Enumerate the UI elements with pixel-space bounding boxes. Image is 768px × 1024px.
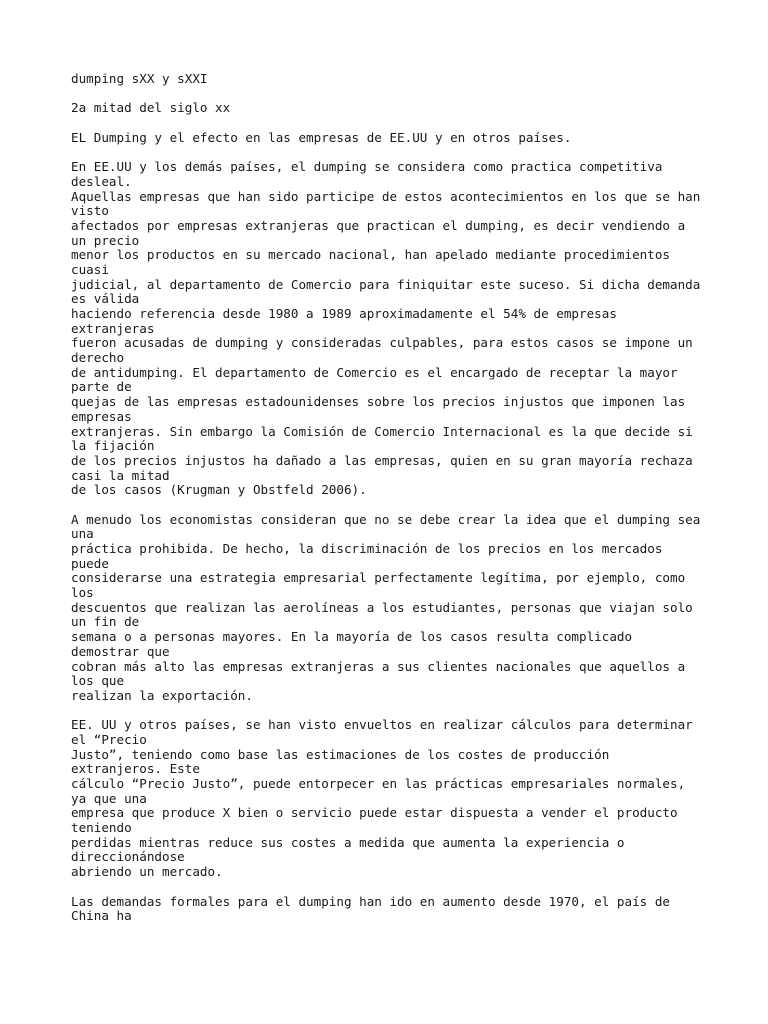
- text-line: Las demandas formales para el dumping han ido en aumento desde 1970, el país de: [71, 893, 670, 909]
- text-line: extranjeros. Este: [71, 761, 200, 777]
- text-line: un precio: [71, 232, 140, 248]
- blank-line: [71, 145, 703, 160]
- text-line: En EE.UU y los demás países, el dumping se considera como practica competitiva: [71, 159, 663, 175]
- text-line: un fin de: [71, 614, 140, 630]
- text-line: casi la mitad: [71, 467, 170, 483]
- text-line: Aquellas empresas que han sido participe de estos acontecimientos en los que se han: [71, 188, 701, 204]
- text-line: Justo”, teniendo como base las estimaciones de los costes de producción: [71, 746, 610, 762]
- blank-line: [71, 498, 703, 513]
- text-line: empresa que produce X bien o servicio puede estar dispuesta a vender el producto: [71, 805, 678, 821]
- text-line: A menudo los economistas consideran que no se debe crear la idea que el dumping sea: [71, 511, 701, 527]
- text-line: desleal.: [71, 173, 132, 189]
- paragraph-2: [71, 513, 703, 704]
- text-line: EE. UU y otros países, se han visto envueltos en realizar cálculos para determinar: [71, 717, 693, 733]
- text-line: China ha: [71, 908, 132, 924]
- text-line: puede: [71, 555, 109, 571]
- text-line: práctica prohibida. De hecho, la discriminación de los precios en los mercados: [71, 541, 663, 556]
- text-line: judicial, al departamento de Comercio para finiquitar este suceso. Si dicha demanda: [71, 276, 701, 292]
- text-line: de antidumping. El departamento de Comercio es el encargado de receptar la mayor: [71, 364, 678, 380]
- text-line: visto: [71, 203, 109, 219]
- document-heading: dumping sXX y sXXI: [71, 71, 208, 86]
- text-line: una: [71, 526, 94, 542]
- text-line: los: [71, 585, 94, 601]
- text-line: extranjeras. Sin embargo la Comisión de Comercio Internacional es la que decide si: [71, 423, 693, 439]
- text-line: descuentos que realizan las aerolíneas a los estudiantes, personas que viajan solo: [71, 599, 693, 615]
- document-subheading: 2a mitad del siglo xx: [71, 100, 231, 116]
- document-page: [71, 72, 703, 924]
- text-line: teniendo: [71, 820, 132, 836]
- text-line: realizan la exportación.: [71, 687, 253, 703]
- text-line: los que: [71, 673, 125, 689]
- text-line: haciendo referencia desde 1980 a 1989 aproximadamente el 54% de empresas: [71, 306, 617, 321]
- text-line: fueron acusadas de dumping y consideradas culpables, para estos casos se impone un: [71, 335, 693, 351]
- text-line: la fijación: [71, 438, 155, 454]
- text-line: cálculo “Precio Justo”, puede entorpecer en las prácticas empresariales normales,: [71, 776, 686, 791]
- text-line: cobran más alto las empresas extranjeras a sus clientes nacionales que aquellos a: [71, 658, 686, 674]
- blank-line: [71, 704, 703, 719]
- text-line: abriendo un mercado.: [71, 864, 223, 880]
- text-line: de los casos (Krugman y Obstfeld 2006).: [71, 482, 367, 498]
- paragraph-3: [71, 718, 703, 880]
- text-line: semana o a personas mayores. En la mayoría de los casos resulta complicado: [71, 629, 633, 645]
- text-line: derecho: [71, 350, 125, 366]
- blank-line: [71, 87, 703, 102]
- blank-line: [71, 116, 703, 131]
- text-line: quejas de las empresas estadounidenses sobre los precios injustos que imponen las: [71, 394, 686, 410]
- text-line: considerarse una estrategia empresarial perfectamente legítima, por ejemplo, como: [71, 570, 686, 586]
- text-line: afectados por empresas extranjeras que practican el dumping, es decir vendiendo a: [71, 217, 686, 233]
- text-line: empresas: [71, 408, 132, 424]
- blank-line: [71, 880, 703, 895]
- paragraph-1: [71, 160, 703, 498]
- text-line: el “Precio: [71, 731, 147, 747]
- document-title: EL Dumping y el efecto en las empresas de EE.UU y en otros países.: [71, 129, 572, 145]
- text-line: extranjeras: [71, 320, 155, 336]
- paragraph-4: [71, 895, 703, 924]
- text-line: es válida: [71, 291, 140, 307]
- text-line: ya que una: [71, 790, 147, 806]
- text-line: parte de: [71, 379, 132, 395]
- text-line: cuasi: [71, 261, 109, 277]
- text-line: menor los productos en su mercado nacional, han apelado mediante procedimientos: [71, 247, 670, 263]
- text-line: direccionándose: [71, 849, 185, 865]
- text-line: de los precios injustos ha dañado a las empresas, quien en su gran mayoría rechaza: [71, 452, 693, 468]
- text-line: perdidas mientras reduce sus costes a medida que aumenta la experiencia o: [71, 834, 625, 850]
- text-line: demostrar que: [71, 643, 170, 659]
